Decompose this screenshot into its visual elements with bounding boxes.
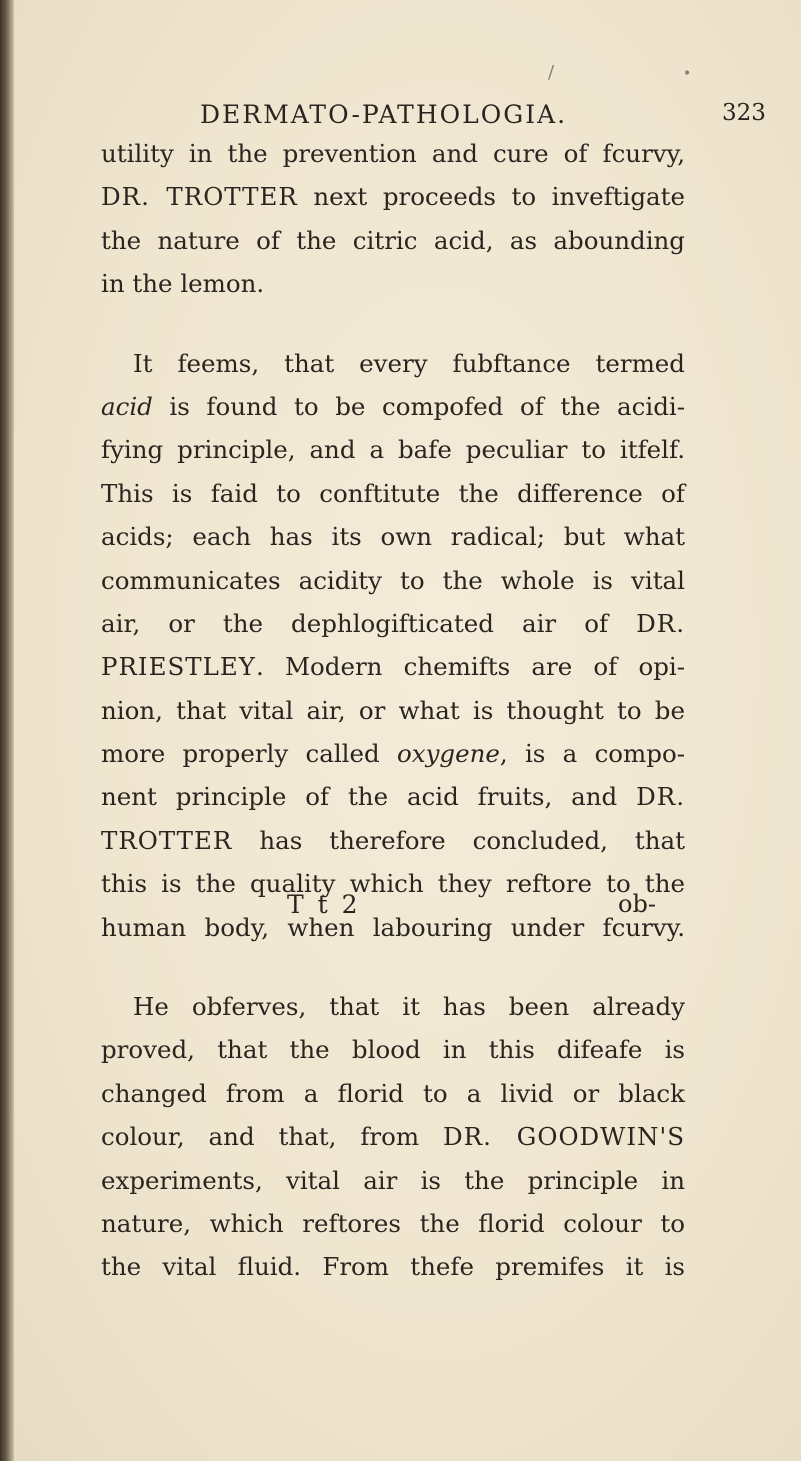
text-line [101, 385, 685, 428]
author-name: TROTTER [101, 825, 233, 855]
text-run: This is faid to conftitute the difference of [101, 478, 685, 508]
paragraph-gap [101, 306, 685, 342]
text-line [101, 985, 685, 1028]
text-line [101, 862, 685, 905]
text-line [101, 1245, 685, 1288]
text-run: proved, that the blood in this difeafe is [101, 1035, 685, 1065]
text-run: this is the quality which they reftore to the [101, 869, 685, 899]
text-run: human body, when labouring under fcurvy. [101, 912, 685, 942]
text-line [101, 262, 685, 305]
text-run: It feems, that every fubftance termed [133, 348, 685, 378]
text-run: changed from a florid to a livid or black [101, 1078, 685, 1108]
paragraph [101, 342, 685, 949]
text-run: nion, that vital air, or what is thought to be [101, 695, 685, 725]
author-name: DR. GOODWIN'S [443, 1122, 685, 1152]
margin-mark-dot: • [683, 66, 692, 82]
text-line [101, 819, 685, 862]
text-line [101, 132, 685, 175]
author-name: DR. [636, 608, 685, 638]
text-line [101, 689, 685, 732]
text-run: He obferves, that it has been already [133, 992, 685, 1022]
text-line [101, 1202, 685, 1245]
text-line [101, 219, 685, 262]
running-head: DERMATO-PATHOLOGIA. [200, 100, 568, 129]
text-run: next proceeds to inveftigate [297, 182, 685, 212]
text-line [101, 515, 685, 558]
text-line [101, 472, 685, 515]
text-line [101, 175, 685, 218]
paragraph [101, 985, 685, 1289]
text-line [101, 428, 685, 471]
text-run: nent principle of the acid fruits, and [101, 782, 637, 812]
text-run: colour, and that, from [101, 1122, 443, 1152]
author-name: DR. [636, 782, 685, 812]
page-binding-edge [0, 0, 14, 1461]
text-run: fying principle, and a bafe peculiar to itfelf. [101, 435, 685, 465]
text-run: has therefore concluded, that [232, 825, 685, 855]
text-line [101, 1159, 685, 1202]
text-run: utility in the prevention and cure of fcurvy, [101, 139, 685, 168]
signature-mark: T t 2 [287, 890, 361, 919]
page-number: 323 [722, 100, 766, 126]
text-line [101, 342, 685, 385]
catchword: ob- [618, 890, 656, 918]
text-line [101, 732, 685, 775]
text-run: air, or the dephlogifticated air of [101, 608, 637, 638]
text-line [101, 775, 685, 818]
text-run: nature, which reftores the florid colour to [101, 1208, 685, 1238]
text-run: , is a compo- [499, 739, 685, 769]
text-run: the vital fluid. From thefe premifes it is [101, 1252, 685, 1282]
body-text [101, 132, 685, 1289]
text-line [101, 559, 685, 602]
text-line [101, 906, 685, 949]
italic-term: acid [101, 391, 153, 421]
text-line [101, 645, 685, 688]
paragraph-gap [101, 949, 685, 985]
text-run: experiments, vital air is the principle in [101, 1165, 685, 1195]
text-run: in the lemon. [101, 269, 265, 299]
text-run: acids; each has its own radical; but what [101, 522, 685, 552]
text-run: communicates acidity to the whole is vital [101, 565, 685, 595]
margin-mark-slash: / [548, 62, 555, 83]
italic-term: oxygene [397, 739, 500, 769]
text-run: the nature of the citric acid, as abounding [101, 225, 685, 255]
text-line [101, 602, 685, 645]
author-name: DR. TROTTER [101, 182, 298, 212]
text-run: more properly called [101, 739, 397, 769]
text-line [101, 1028, 685, 1071]
text-run: is found to be compofed of the acidi- [152, 391, 685, 421]
paragraph [101, 132, 685, 306]
author-name: PRIESTLEY [101, 652, 256, 682]
text-line [101, 1115, 685, 1158]
text-line [101, 1072, 685, 1115]
text-run: . Modern chemifts are of opi- [255, 652, 685, 682]
